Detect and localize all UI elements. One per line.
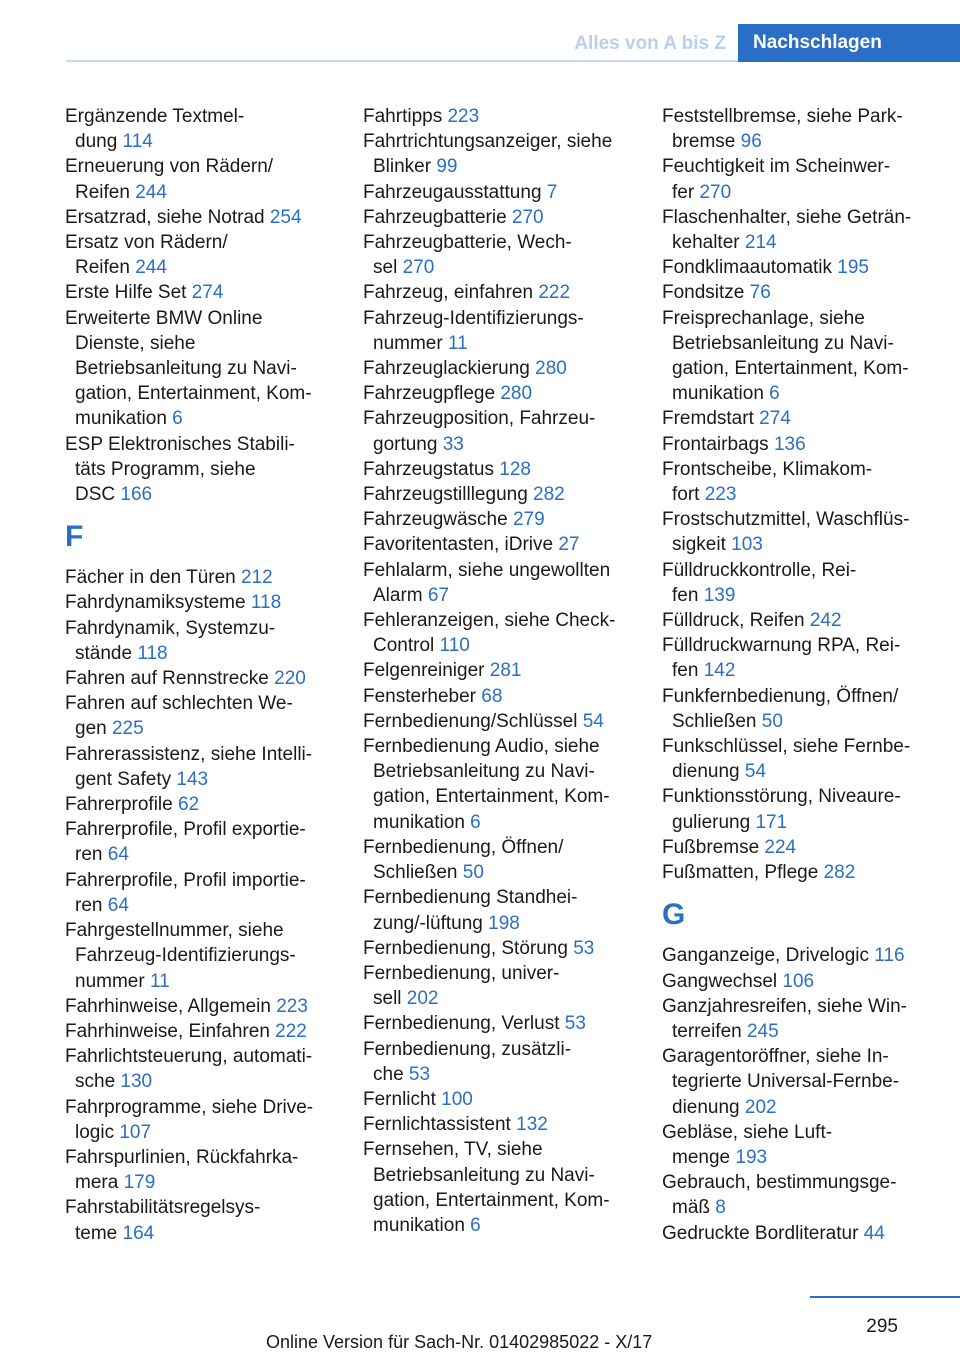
index-entry: [65, 104, 333, 154]
index-entry-term: Freisprechanlage, siehe Betriebsanleitung zu Navi- gation, Entertainment, Kom- munikation: [662, 307, 909, 405]
page-reference-link[interactable]: 8: [715, 1197, 726, 1219]
index-entry-term: Ersatzrad, siehe Notrad: [65, 206, 270, 228]
index-entry: [363, 558, 631, 608]
index-entry-term: Fahren auf Rennstrecke: [65, 668, 275, 690]
index-entry: [65, 1019, 333, 1044]
index-entry: [65, 432, 333, 508]
index-entry-term: Fernbedienung, univer- sell: [363, 962, 560, 1010]
index-entry: [662, 969, 930, 994]
index-entry: [662, 633, 930, 683]
page-reference-link[interactable]: 270: [699, 181, 732, 203]
index-entry-term: Fahrtrichtungsanzeiger, siehe Blinker: [363, 131, 613, 178]
page-reference-link[interactable]: 195: [837, 257, 869, 279]
page-reference-link[interactable]: 67: [427, 584, 450, 606]
page-reference-link[interactable]: 50: [462, 862, 484, 884]
index-entry: [363, 205, 631, 230]
index-entry: [363, 835, 631, 885]
index-column-1: [65, 104, 333, 1246]
index-entry-term: Erneuerung von Rädern/ Reifen: [65, 156, 274, 203]
index-entry-term: Fußbremse: [662, 836, 765, 858]
page-reference-link[interactable]: 164: [122, 1222, 155, 1244]
page-reference-link[interactable]: 11: [447, 332, 468, 354]
page-reference-link[interactable]: 6: [172, 408, 183, 430]
index-column-2: [363, 104, 631, 1238]
page-reference-link[interactable]: 7: [546, 181, 558, 203]
index-entry-term: Fahrlichtsteuerung, automati- sche: [65, 1046, 313, 1093]
index-letter-heading: G: [662, 898, 686, 932]
index-entry: [363, 885, 631, 935]
index-entry-term: Felgenreiniger: [363, 660, 490, 682]
page-reference-link[interactable]: 99: [436, 156, 458, 178]
index-entry: [662, 306, 930, 407]
index-entry: [363, 608, 631, 658]
page-reference-link[interactable]: 76: [749, 282, 771, 304]
page-reference-link[interactable]: 222: [538, 282, 571, 304]
index-entry-term: Fahrzeugpflege: [363, 383, 501, 405]
index-entry: [662, 1170, 930, 1220]
index-entry-term: Favoritentasten, iDrive: [363, 534, 559, 556]
index-entry: [363, 457, 631, 482]
page-reference-link[interactable]: 166: [120, 484, 153, 506]
page-reference-link[interactable]: 6: [470, 811, 481, 833]
index-entry: [65, 1195, 333, 1245]
page-reference-link[interactable]: 62: [178, 794, 200, 816]
index-entry: [65, 154, 333, 204]
page-reference-link[interactable]: 202: [744, 1096, 777, 1118]
index-entry: [363, 1087, 631, 1112]
index-entry-term: Frontscheibe, Klimakom- fort: [662, 458, 873, 506]
index-entry-term: Fensterheber: [363, 685, 482, 707]
page-number: 295: [866, 1316, 898, 1337]
index-entry: [363, 104, 631, 129]
page-reference-link[interactable]: 116: [874, 945, 905, 967]
index-entry-term: Gebrauch, bestimmungsge- mäß: [662, 1172, 897, 1219]
index-entry: [363, 306, 631, 356]
page-reference-link[interactable]: 118: [137, 642, 168, 664]
index-entry-term: Fernbedienung, Verlust: [363, 1013, 565, 1035]
page-reference-link[interactable]: 6: [470, 1214, 481, 1236]
index-entry: [65, 306, 333, 432]
page-reference-link[interactable]: 223: [704, 484, 737, 506]
index-entry: [662, 280, 930, 305]
page-reference-link[interactable]: 54: [744, 761, 767, 783]
index-entry: [662, 457, 930, 507]
index-entry-term: Feuchtigkeit im Scheinwer- fer: [662, 156, 891, 203]
page-reference-link[interactable]: 100: [441, 1088, 473, 1110]
index-entry-term: Fahrzeuglackierung: [363, 358, 536, 380]
page-reference-link[interactable]: 254: [269, 206, 302, 228]
page-reference-link[interactable]: 143: [176, 768, 209, 790]
index-entry-term: Fußmatten, Pflege: [662, 862, 824, 884]
index-entry-term: Fahrerassistenz, siehe Intelli- gent Safety: [65, 743, 313, 790]
page-reference-link[interactable]: 6: [769, 383, 780, 405]
index-entry-term: Fernlicht: [363, 1088, 442, 1110]
index-entry: [662, 558, 930, 608]
index-entry: [65, 666, 333, 691]
index-entry: [662, 1044, 930, 1120]
page-reference-link[interactable]: 50: [761, 710, 783, 732]
index-entry: [363, 230, 631, 280]
page-reference-link[interactable]: 110: [439, 635, 470, 657]
index-entry-term: Erste Hilfe Set: [65, 282, 192, 304]
index-entry: [662, 784, 930, 834]
page-reference-link[interactable]: 130: [120, 1071, 153, 1093]
index-entry-term: Fahrzeugausstattung: [363, 181, 547, 203]
index-entry-term: Fahrgestellnummer, siehe Fahrzeug-Identifizierungs- nummer: [65, 920, 296, 992]
index-entry-term: Flaschenhalter, siehe Geträn- kehalter: [662, 206, 912, 254]
index-entry: [65, 565, 333, 590]
page-reference-link[interactable]: 270: [402, 257, 435, 279]
index-entry-term: Gebläse, siehe Luft- menge: [662, 1121, 833, 1168]
index-entry: [65, 590, 333, 615]
index-entry: [662, 1221, 930, 1246]
page-reference-link[interactable]: 282: [823, 862, 856, 884]
index-entry-term: Fülldruck, Reifen: [662, 610, 810, 632]
index-entry-term: ESP Elektronisches Stabili- täts Programm, siehe DSC: [65, 433, 295, 506]
page-reference-link[interactable]: 128: [499, 458, 531, 480]
header-tab[interactable]: Nachschlagen: [738, 24, 960, 62]
index-entry: [363, 482, 631, 507]
index-entry: [65, 868, 333, 918]
index-entry-term: Fernbedienung Standhei- zung/-lüftung: [363, 887, 578, 934]
index-entry-term: Fernlichtassistent: [363, 1114, 517, 1136]
page-reference-link[interactable]: 242: [809, 610, 842, 632]
index-entry-term: Garagentoröffner, siehe In- tegrierte Universal-Fernbe- dienung: [662, 1046, 900, 1118]
index-entry: [363, 658, 631, 683]
index-entry: [65, 918, 333, 994]
page-reference-link[interactable]: 107: [119, 1121, 152, 1143]
online-version-note: Online Version für Sach-Nr. 01402985022 - X/17: [266, 1332, 653, 1352]
page-reference-link[interactable]: 53: [408, 1063, 431, 1085]
page-reference-link[interactable]: 68: [481, 685, 503, 707]
index-entry-term: Fahrspurlinien, Rückfahrka- mera: [65, 1146, 299, 1194]
index-entry: [363, 532, 631, 557]
index-entry-term: Fahrzeug-Identifizierungs- nummer: [363, 307, 584, 354]
page-reference-link[interactable]: 280: [500, 383, 533, 405]
index-entry-term: Erweiterte BMW Online Dienste, siehe Betriebsanleitung zu Navi- gation, Entertainment, Kom- munikation: [65, 307, 312, 430]
index-entry: [662, 860, 930, 885]
index-entry-term: Gedruckte Bordliteratur: [662, 1222, 864, 1244]
index-entry-term: Gangwechsel: [662, 970, 783, 992]
page-reference-link[interactable]: 212: [241, 567, 273, 589]
index-entry-term: Fernbedienung/Schlüssel: [363, 710, 583, 732]
index-entry-term: Fülldruckwarnung RPA, Rei- fen: [662, 635, 901, 682]
index-entry-term: Fahrerprofile, Profil exportie- ren: [65, 819, 306, 866]
index-entry: [662, 684, 930, 734]
index-entry: [363, 961, 631, 1011]
page-reference-link[interactable]: 279: [512, 509, 545, 531]
index-entry: [363, 1112, 631, 1137]
index-entry: [65, 230, 333, 280]
index-entry: [363, 406, 631, 456]
page-reference-link[interactable]: 274: [759, 408, 791, 430]
page-reference-link[interactable]: 139: [703, 584, 736, 606]
page-reference-link[interactable]: 223: [276, 995, 308, 1017]
index-entry: [363, 1011, 631, 1036]
index-entry: [363, 356, 631, 381]
index-entry-term: Fahrstabilitätsregelsys- teme: [65, 1197, 261, 1244]
index-entry-term: Fahrzeugposition, Fahrzeu- gortung: [363, 408, 596, 455]
page-reference-link[interactable]: 106: [782, 970, 815, 992]
index-entry-term: Fahrhinweise, Allgemein: [65, 995, 277, 1017]
page-reference-link[interactable]: 96: [740, 131, 762, 153]
page-reference-link[interactable]: 214: [744, 232, 777, 254]
index-entry: [363, 709, 631, 734]
index-entry-term: Fahrhinweise, Einfahren: [65, 1020, 276, 1042]
index-entry-term: Frostschutzmittel, Waschflüs- sigkeit: [662, 509, 910, 556]
index-entry-term: Feststellbremse, siehe Park- bremse: [662, 106, 903, 153]
index-entry: [363, 129, 631, 179]
page-reference-link[interactable]: 282: [533, 484, 565, 506]
index-entry: [65, 616, 333, 666]
page-reference-link[interactable]: 245: [746, 1020, 779, 1042]
index-entry-term: Fehlalarm, siehe ungewollten Alarm: [363, 559, 611, 606]
page-reference-link[interactable]: 44: [863, 1222, 885, 1244]
index-entry: [363, 507, 631, 532]
index-entry-term: Fernbedienung, Störung: [363, 937, 574, 959]
index-entry: [662, 507, 930, 557]
index-entry-term: Ergänzende Textmel- dung: [65, 106, 245, 153]
page-reference-link[interactable]: 171: [755, 811, 788, 833]
index-entry: [363, 381, 631, 406]
index-entry: [65, 1095, 333, 1145]
page-reference-link[interactable]: 222: [275, 1020, 307, 1042]
index-entry: [65, 205, 333, 230]
page-reference-link[interactable]: 114: [122, 131, 153, 153]
index-entry-term: Fondsitze: [662, 282, 750, 304]
footer-rule: [810, 1296, 960, 1298]
page-reference-link[interactable]: 244: [135, 181, 167, 203]
header-section-title[interactable]: Alles von A bis Z: [574, 33, 726, 54]
index-entry: [363, 1137, 631, 1238]
index-entry: [363, 684, 631, 709]
index-entry-term: Fremdstart: [662, 408, 760, 430]
index-entry: [65, 1044, 333, 1094]
page-reference-link[interactable]: 136: [773, 433, 806, 455]
index-entry-term: Fernbedienung, zusätzli- che: [363, 1038, 572, 1085]
page-reference-link[interactable]: 193: [735, 1146, 768, 1168]
index-entry: [662, 943, 930, 968]
index-entry: [662, 608, 930, 633]
index-entry: [662, 154, 930, 204]
index-entry: [363, 280, 631, 305]
page-reference-link[interactable]: 53: [573, 937, 595, 959]
page-reference-link[interactable]: 27: [558, 534, 580, 556]
index-entry-term: Fahrdynamik, Systemzu- stände: [65, 617, 276, 664]
index-entry-term: Fernbedienung Audio, siehe Betriebsanleitung zu Navi- gation, Entertainment, Kom- munikation: [363, 736, 610, 833]
index-entry-term: Funkfernbedienung, Öffnen/ Schließen: [662, 685, 899, 732]
page-reference-link[interactable]: 142: [703, 660, 736, 682]
index-entry: [662, 255, 930, 280]
index-entry: [662, 734, 930, 784]
index-entry: [662, 432, 930, 457]
page-reference-link[interactable]: 118: [250, 592, 282, 614]
page-reference-link[interactable]: 244: [135, 257, 167, 279]
index-entry-term: Ganganzeige, Drivelogic: [662, 945, 875, 967]
page-reference-link[interactable]: 223: [447, 106, 480, 127]
index-entry-term: Funkschlüssel, siehe Fernbe- dienung: [662, 736, 911, 783]
index-entry: [65, 994, 333, 1019]
index-entry: [65, 742, 333, 792]
index-entry: [65, 817, 333, 867]
index-column-3: [662, 104, 930, 1246]
index-entry: [65, 691, 333, 741]
index-entry-term: Fahrzeugwäsche: [363, 509, 513, 531]
page-reference-link[interactable]: 179: [123, 1172, 156, 1194]
page-reference-link[interactable]: 225: [111, 718, 144, 740]
index-entry-term: Fahrzeug, einfahren: [363, 282, 539, 304]
index-entry: [363, 936, 631, 961]
page-reference-link[interactable]: 274: [191, 282, 224, 304]
index-entry-term: Fahrtipps: [363, 106, 448, 127]
index-entry: [65, 280, 333, 305]
index-entry-term: Fahrerprofile, Profil importie- ren: [65, 869, 306, 916]
page-reference-link[interactable]: 64: [107, 894, 129, 916]
index-entry: [363, 734, 631, 835]
index-entry-term: Fächer in den Türen: [65, 567, 242, 589]
index-entry-term: Fernsehen, TV, siehe Betriebsanleitung zu Navi- gation, Entertainment, Kom- munikation: [363, 1139, 610, 1236]
index-entry-term: Ersatz von Rädern/ Reifen: [65, 232, 228, 279]
page-reference-link[interactable]: 54: [582, 710, 604, 732]
index-entry: [662, 205, 930, 255]
index-entry: [662, 406, 930, 431]
index-entry-term: Fahrdynamiksysteme: [65, 592, 251, 614]
page-reference-link[interactable]: 281: [489, 660, 522, 682]
page-reference-link[interactable]: 11: [149, 970, 170, 992]
index-entry-term: Ganzjahresreifen, siehe Win- terreifen: [662, 995, 907, 1042]
index-entry-term: Funktionsstörung, Niveaure- gulierung: [662, 786, 901, 833]
page-reference-link[interactable]: 103: [731, 534, 763, 556]
index-entry: [363, 1037, 631, 1087]
index-entry: [662, 994, 930, 1044]
page-reference-link[interactable]: 280: [535, 358, 567, 380]
index-entry: [662, 835, 930, 860]
index-entry-term: Fondklimaautomatik: [662, 257, 838, 279]
page-reference-link[interactable]: 270: [511, 206, 544, 228]
page-reference-link[interactable]: 33: [442, 433, 464, 455]
index-entry: [662, 104, 930, 154]
index-entry-term: Fahrprogramme, siehe Drive- logic: [65, 1096, 314, 1143]
index-entry-term: Fahrzeugbatterie, Wech- sel: [363, 232, 572, 279]
index-entry-term: Fehleranzeigen, siehe Check- Control: [363, 610, 616, 657]
index-entry-term: Fahrzeugstatus: [363, 458, 500, 480]
index-entry-term: Fernbedienung, Öffnen/ Schließen: [363, 836, 564, 884]
index-entry-term: Fahren auf schlechten We- gen: [65, 693, 293, 740]
index-entry-term: Fahrzeugbatterie: [363, 206, 512, 228]
index-entry-term: Fahrerprofile: [65, 794, 178, 816]
index-entry: [363, 180, 631, 205]
page-reference-link[interactable]: 220: [274, 668, 306, 690]
index-entry: [662, 1120, 930, 1170]
page-reference-link[interactable]: 198: [488, 912, 520, 934]
page-reference-link[interactable]: 224: [764, 836, 797, 858]
index-entry-term: Fülldruckkontrolle, Rei- fen: [662, 559, 857, 606]
page-reference-link[interactable]: 202: [406, 988, 439, 1010]
index-letter-heading: F: [65, 520, 84, 554]
index-entry: [65, 792, 333, 817]
page-reference-link[interactable]: 132: [516, 1114, 548, 1136]
index-entry-term: Frontairbags: [662, 433, 774, 455]
page-reference-link[interactable]: 53: [564, 1013, 586, 1035]
index-entry: [65, 1145, 333, 1195]
page-reference-link[interactable]: 64: [107, 844, 129, 866]
index-entry-term: Fahrzeugstilllegung: [363, 484, 534, 506]
